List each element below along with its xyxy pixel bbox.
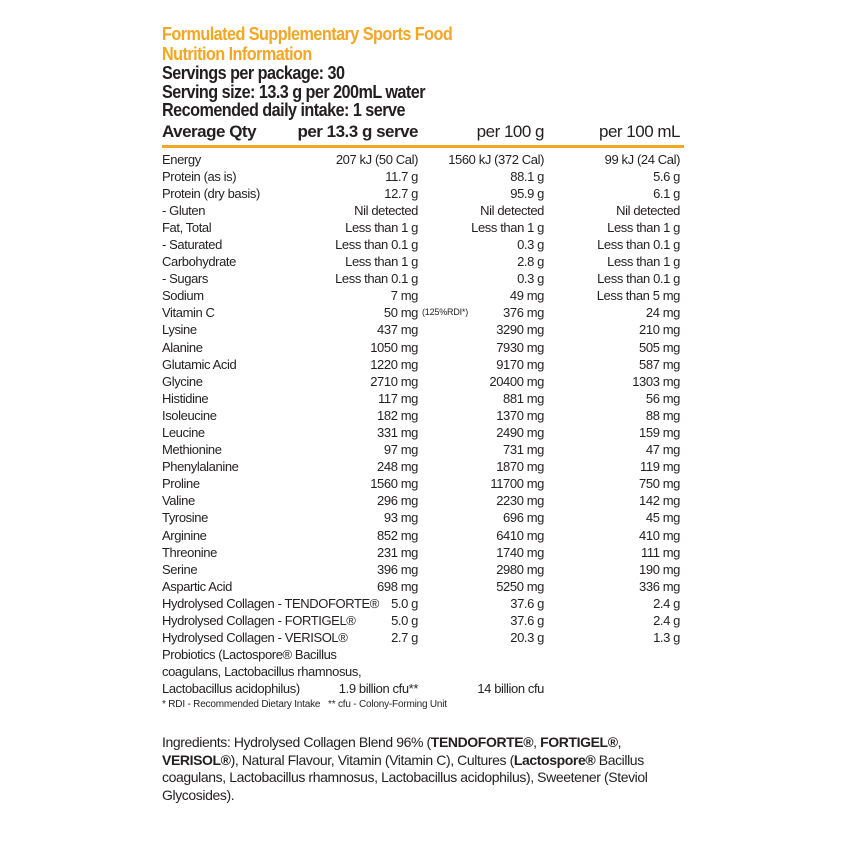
value-per-serve: 296 mg — [377, 493, 418, 509]
serving-size: Serving size: 13.3 g per 200mL water — [162, 81, 425, 102]
value-per-serve: 2.7 g — [391, 630, 418, 646]
table-row — [162, 270, 684, 287]
value-per-100g: 376 mg — [503, 305, 544, 321]
value-per-serve: 1050 mg — [370, 339, 418, 355]
nutrition-panel — [162, 24, 684, 804]
value-per-serve: 5.0 g — [391, 595, 418, 611]
servings-per-package: Servings per package: 30 — [162, 63, 345, 83]
value-per-100ml: Less than 5 mg — [596, 288, 680, 304]
panel-subtitle: Nutrition Information — [162, 44, 312, 64]
value-per-100g: 20.3 g — [510, 630, 544, 646]
value-per-100g: 1870 mg — [496, 459, 544, 475]
value-per-serve: 11.7 g — [385, 168, 418, 184]
column-header-row — [162, 122, 684, 144]
value-per-serve: 93 mg — [383, 510, 418, 526]
value-per-100ml: 88 mg — [645, 407, 680, 423]
column-header-per-serve: per 13.3 g serve — [297, 121, 418, 141]
value-per-100ml: 336 mg — [639, 578, 680, 594]
ingredients-text-4: ), Natural Flavour, Vitamin (Vitamin C), Cultures ( — [230, 751, 514, 768]
value-per-100g: Less than 1 g — [471, 219, 544, 235]
value-per-100ml: 56 mg — [645, 390, 680, 406]
probiotics-per-100g: 14 billion cfu — [477, 681, 544, 697]
value-per-100g: 5250 mg — [496, 578, 544, 594]
table-row — [162, 458, 684, 475]
value-per-100ml: 119 mg — [640, 459, 680, 475]
nutrient-name: Hydrolysed Collagen - TENDOFORTE® — [162, 595, 379, 611]
value-per-100g: 9170 mg — [496, 356, 544, 372]
value-per-100g: 3290 mg — [496, 322, 544, 338]
value-per-100ml: Less than 0.1 g — [597, 271, 680, 287]
table-row — [162, 492, 684, 509]
nutrient-name: Arginine — [162, 527, 207, 543]
value-per-100ml: Less than 1 g — [607, 254, 680, 270]
value-per-100g: 11700 mg — [490, 476, 544, 492]
value-per-100g: 7930 mg — [496, 339, 544, 355]
nutrient-name: Energy — [162, 151, 201, 167]
table-row — [162, 236, 684, 253]
value-per-serve: 207 kJ (50 Cal) — [335, 151, 418, 167]
value-per-100ml: Less than 1 g — [607, 219, 680, 235]
table-row — [162, 304, 684, 321]
table-row — [162, 544, 684, 561]
value-per-100g: 37.6 g — [510, 613, 544, 629]
header-divider — [162, 145, 684, 148]
probiotics-per-serve: 1.9 billion cfu** — [338, 681, 418, 697]
column-header-name: Average Qty — [162, 121, 257, 141]
ingredient-verisol: VERISOL® — [162, 751, 231, 768]
column-header-per-100ml: per 100 mL — [599, 121, 680, 141]
nutrient-name: Histidine — [162, 390, 209, 406]
value-per-100g: 2230 mg — [496, 493, 544, 509]
value-per-serve: 182 mg — [377, 407, 418, 423]
nutrient-table — [162, 151, 684, 647]
value-per-serve: Nil detected — [354, 202, 418, 218]
value-per-100ml: 587 mg — [639, 356, 680, 372]
nutrient-name: Leucine — [162, 425, 205, 440]
nutrient-name: Valine — [162, 493, 195, 509]
value-per-100g: 95.9 g — [510, 185, 544, 201]
nutrient-name: Threonine — [162, 544, 217, 560]
table-row — [162, 151, 684, 168]
ingredients-text-3: , — [617, 734, 622, 751]
value-per-100ml: 1303 mg — [632, 373, 680, 389]
table-row — [162, 441, 684, 458]
table-row — [162, 509, 684, 526]
value-per-100ml: 47 mg — [645, 442, 680, 458]
table-row — [162, 561, 684, 578]
value-per-100ml: 5.6 g — [653, 168, 680, 184]
nutrient-name: Protein (dry basis) — [162, 185, 260, 201]
nutrient-name: Vitamin C — [162, 305, 215, 321]
value-per-100ml: 111 mg — [640, 544, 680, 560]
table-row — [162, 373, 684, 390]
value-per-serve: Less than 1 g — [345, 254, 418, 270]
ingredients-text-2: , — [533, 734, 541, 751]
nutrient-name: - Sugars — [162, 271, 208, 287]
table-row — [162, 356, 684, 373]
value-per-100g: 37.6 g — [510, 595, 544, 611]
table-row — [162, 527, 684, 544]
value-per-100g: 6410 mg — [496, 527, 544, 543]
table-row — [162, 407, 684, 424]
ingredient-tendoforte: TENDOFORTE® — [430, 734, 534, 751]
value-per-serve: 12.7 g — [384, 185, 418, 201]
footnote: * RDI - Recommended Dietary Intake ** cfu - Colony-Forming Unit — [162, 699, 447, 711]
value-per-100ml: 750 mg — [639, 476, 680, 492]
nutrient-name: Carbohydrate — [162, 254, 236, 270]
value-per-serve: Less than 0.1 g — [335, 271, 418, 287]
nutrient-name: Protein (as is) — [162, 168, 237, 184]
table-row — [162, 287, 684, 304]
value-per-100g: 2980 mg — [496, 561, 544, 577]
panel-title: Formulated Supplementary Sports Food — [162, 24, 453, 44]
value-per-100g: 0.3 g — [517, 271, 544, 287]
value-per-serve: 248 mg — [377, 459, 418, 475]
value-per-serve: 1220 mg — [370, 356, 418, 372]
value-per-serve: 698 mg — [377, 578, 418, 594]
table-row — [162, 185, 684, 202]
probiotics-label: Probiotics (Lactospore® Bacillus coagulans, Lactobacillus rhamnosus, Lactobacillus acidophilus) — [162, 647, 362, 697]
value-per-serve: 2710 mg — [370, 373, 418, 389]
nutrient-name: - Saturated — [162, 236, 222, 252]
value-per-100ml: 142 mg — [639, 493, 680, 509]
value-per-100ml: 210 mg — [639, 322, 680, 338]
table-row — [162, 629, 684, 646]
value-per-100ml: 2.4 g — [653, 595, 680, 611]
value-per-serve: 437 mg — [377, 322, 418, 338]
value-per-serve: 50 mg — [383, 305, 418, 321]
table-row — [162, 595, 684, 612]
value-per-serve: 231 mg — [377, 544, 418, 560]
value-per-100g: 2.8 g — [517, 254, 544, 270]
value-per-100g: 2490 mg — [496, 425, 544, 440]
value-per-100g: 1740 mg — [496, 544, 544, 560]
value-per-100g: 20400 mg — [489, 373, 544, 389]
value-per-serve: 97 mg — [383, 442, 418, 458]
nutrient-name: Aspartic Acid — [162, 578, 232, 594]
value-per-100g: 1370 mg — [496, 407, 544, 423]
value-per-100g: 696 mg — [503, 510, 544, 526]
nutrient-name: Proline — [162, 476, 200, 492]
probiotics-row — [162, 646, 684, 698]
nutrient-name: Alanine — [162, 339, 203, 355]
value-per-100ml: 190 mg — [639, 561, 680, 577]
nutrient-name: Phenylalanine — [162, 459, 239, 475]
table-row — [162, 578, 684, 595]
value-per-serve: 331 mg — [377, 425, 418, 440]
table-row — [162, 612, 684, 629]
table-row — [162, 339, 684, 356]
nutrient-name: Tyrosine — [162, 510, 208, 526]
value-per-100ml: 410 mg — [639, 527, 680, 543]
ingredient-fortigel: FORTIGEL® — [540, 734, 618, 751]
daily-intake: Recomended daily intake: 1 serve — [162, 100, 405, 120]
nutrient-name: Sodium — [162, 288, 204, 304]
ingredient-lactospore: Lactospore® — [513, 751, 596, 768]
value-per-100g: 49 mg — [509, 288, 544, 304]
nutrient-name: Fat, Total — [162, 219, 212, 235]
value-per-serve: 7 mg — [390, 288, 418, 304]
value-per-100g: 0.3 g — [517, 236, 544, 252]
nutrient-name: Isoleucine — [162, 407, 217, 423]
value-per-100ml: 1.3 g — [653, 630, 680, 646]
column-header-per-100g: per 100 g — [476, 121, 544, 141]
value-per-serve: Less than 0.1 g — [335, 236, 418, 252]
ingredients-text-1: Ingredients: Hydrolysed Collagen Blend 96% ( — [162, 734, 431, 751]
table-row — [162, 321, 684, 338]
value-per-100ml: 45 mg — [645, 510, 680, 526]
table-row — [162, 475, 684, 492]
value-per-100ml: 505 mg — [639, 339, 680, 355]
rdi-note: (125%RDI*) — [422, 307, 469, 318]
value-per-serve: 1560 mg — [370, 476, 418, 492]
nutrient-name: Methionine — [162, 442, 222, 458]
value-per-100g: Nil detected — [480, 202, 544, 218]
value-per-100g: 731 mg — [503, 442, 544, 458]
table-row — [162, 253, 684, 270]
nutrient-name: Hydrolysed Collagen - FORTIGEL® — [162, 613, 356, 629]
nutrient-name: Lysine — [162, 322, 197, 338]
value-per-serve: Less than 1 g — [345, 219, 418, 235]
value-per-100ml: 24 mg — [645, 305, 680, 321]
table-row — [162, 219, 684, 236]
value-per-serve: 396 mg — [377, 561, 418, 577]
value-per-100g: 88.1 g — [510, 168, 544, 184]
nutrient-name: Glutamic Acid — [162, 356, 237, 372]
value-per-100ml: 2.4 g — [653, 613, 680, 629]
value-per-serve: 852 mg — [377, 527, 418, 543]
value-per-100g: 881 mg — [503, 390, 544, 406]
ingredients-text-5: Bacillus coagulans, Lactobacillus rhamnosus, Lactobacillus acidophilus), Sweetener (Steviol Glycosides). — [162, 751, 648, 803]
nutrient-name: Hydrolysed Collagen - VERISOL® — [162, 630, 348, 646]
value-per-serve: 5.0 g — [391, 613, 418, 629]
nutrient-name: Glycine — [162, 373, 203, 389]
value-per-serve: 117 mg — [378, 390, 418, 406]
value-per-100ml: Less than 0.1 g — [597, 236, 680, 252]
table-row — [162, 168, 684, 185]
value-per-100g: 1560 kJ (372 Cal) — [448, 151, 544, 167]
ingredients-statement — [162, 734, 684, 804]
value-per-100ml: 6.1 g — [653, 185, 680, 201]
value-per-100ml: Nil detected — [616, 202, 680, 218]
nutrient-name: - Gluten — [162, 202, 206, 218]
table-row — [162, 390, 684, 407]
table-row — [162, 202, 684, 219]
nutrient-name: Serine — [162, 561, 198, 577]
value-per-100ml: 99 kJ (24 Cal) — [604, 151, 680, 167]
table-row — [162, 424, 684, 441]
value-per-100ml: 159 mg — [639, 425, 680, 440]
